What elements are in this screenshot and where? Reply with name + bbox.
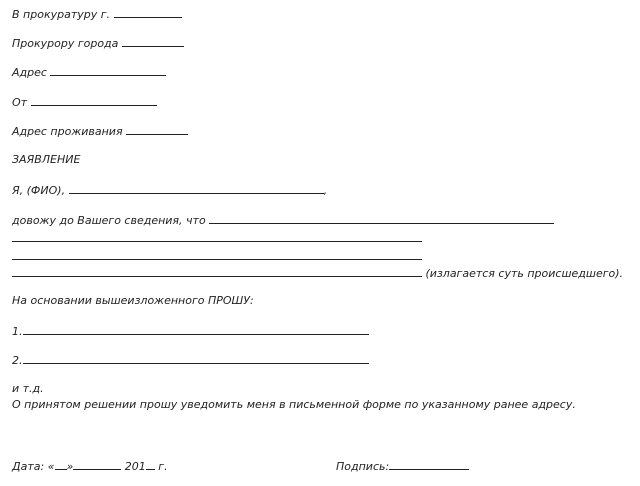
year-blank: [146, 458, 155, 470]
from-row: [12, 94, 157, 110]
description-line-1: [12, 241, 422, 242]
inform-label: довожу до Вашего сведения, что: [12, 214, 206, 227]
from-blank: [31, 94, 157, 106]
applicant-name-blank: [69, 182, 324, 194]
request-item-1-blank: [23, 323, 369, 335]
address-label: Адрес: [12, 66, 47, 79]
prosecutor-office-label: В прокуратуру г.: [12, 8, 111, 21]
prosecutor-label: Прокурору города: [12, 37, 119, 50]
address-row: [12, 64, 166, 80]
date-day-blank: [55, 458, 67, 470]
date-close-quote: »: [66, 460, 74, 473]
prosecutor-blank: [122, 35, 184, 47]
from-label: От: [12, 96, 28, 109]
prosecutor-office-row: [12, 6, 182, 22]
date-month-blank: [73, 458, 121, 470]
signature-row: [336, 458, 469, 474]
applicant-trailing-comma: ,: [323, 184, 328, 197]
applicant-row: [12, 182, 327, 198]
notify-request: О принятом решении прошу уведомить меня в письменной форме по указанному ранее адресу.: [12, 398, 576, 411]
request-item-2-blank: [23, 352, 369, 364]
residence-label: Адрес проживания: [12, 125, 123, 138]
address-blank: [50, 64, 166, 76]
etc-text: и т.д.: [12, 382, 44, 395]
request-intro: На основании вышеизложенного ПРОШУ:: [12, 294, 254, 307]
residence-blank: [126, 123, 188, 135]
year-prefix: 201: [124, 460, 146, 473]
signature-blank: [389, 458, 469, 470]
document-title: ЗАЯВЛЕНИЕ: [12, 153, 81, 166]
request-item-1: [12, 323, 369, 339]
request-item-2-number: 2.: [12, 354, 23, 367]
prosecutor-office-blank: [114, 6, 182, 18]
date-row: [12, 458, 168, 474]
inform-row: [12, 212, 554, 228]
description-note: (излагается суть происшедшего).: [425, 267, 624, 280]
year-suffix: г.: [158, 460, 168, 473]
description-line-3: [12, 265, 422, 277]
signature-label: Подпись:: [336, 460, 390, 473]
inform-blank: [209, 212, 554, 224]
applicant-label: Я, (ФИО),: [12, 184, 66, 197]
description-final-row: [12, 265, 623, 281]
request-item-2: [12, 352, 369, 368]
request-item-1-number: 1.: [12, 325, 23, 338]
residence-row: [12, 123, 188, 139]
date-open-quote: «: [47, 460, 55, 473]
description-line-2: [12, 259, 422, 260]
date-label: Дата:: [12, 460, 45, 473]
prosecutor-row: [12, 35, 184, 51]
